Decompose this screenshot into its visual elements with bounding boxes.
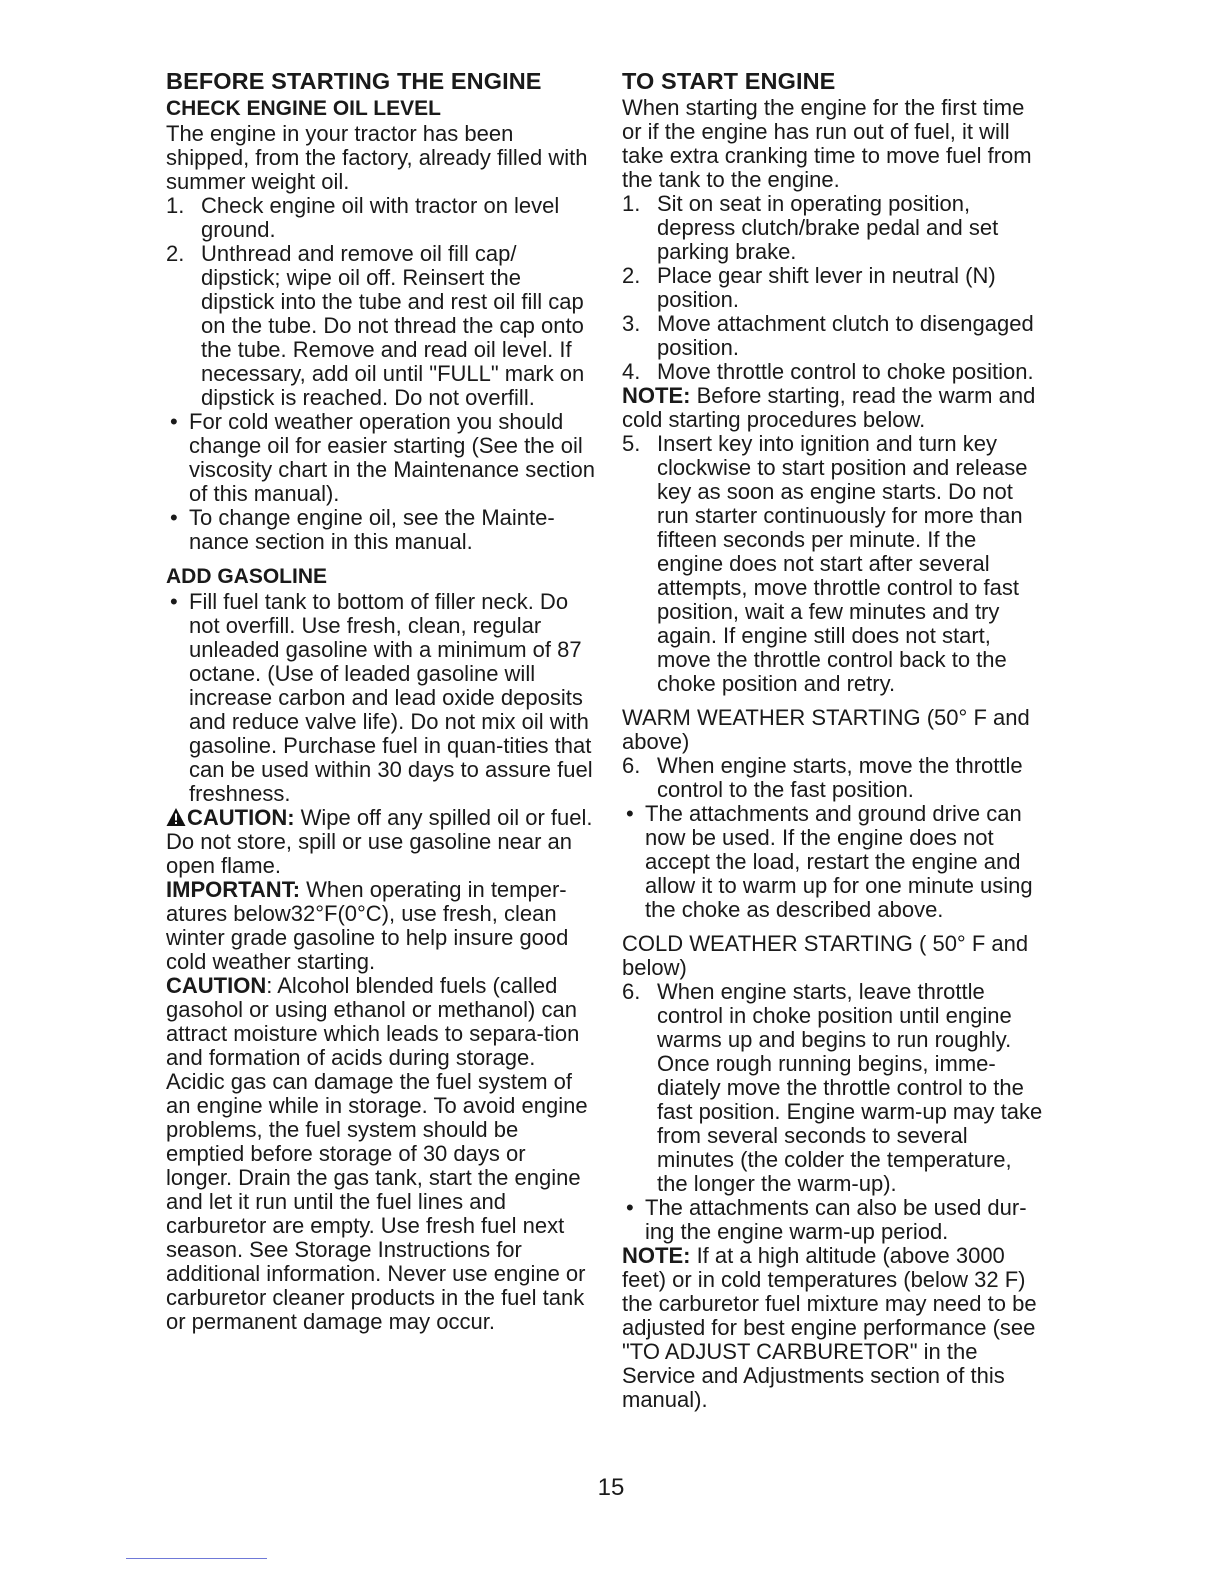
heading-check-oil: CHECK ENGINE OIL LEVEL (166, 97, 441, 120)
heading-add-gasoline: ADD GASOLINE (166, 565, 328, 588)
oil-bullet-cold-weather (166, 410, 596, 506)
cold-step-6 (622, 980, 1047, 1196)
note-text: Before starting, read the warm and cold starting procedures below. (622, 383, 1036, 432)
start-intro: When starting the engine for the first time or if the engine has run out of fuel, it will take extra cranking time to move fuel from the tank to the engine. (622, 95, 1032, 192)
bullet-icon: • (170, 505, 178, 530)
caution-label: CAUTION: (187, 805, 295, 830)
warm-step-6 (622, 754, 1047, 802)
step-number: 3. (622, 311, 641, 336)
bullet-text: To change engine oil, see the Mainte-nance section in this manual. (189, 505, 555, 554)
bullet-icon: • (626, 801, 634, 826)
start-step-4 (622, 360, 1047, 384)
step-number: 6. (622, 753, 641, 778)
cold-bullet (622, 1196, 1047, 1244)
left-column (166, 66, 596, 1334)
warm-weather-heading: WARM WEATHER STARTING (50° F and above) (622, 705, 1030, 754)
step-number: 4. (622, 359, 641, 384)
step-number: 1. (166, 193, 185, 218)
start-step-2 (622, 264, 1047, 312)
note-text: If at a high altitude (above 3000 feet) or in cold temperatures (below 32 F) the carburetor fuel mixture may need to be adjusted for best engine performance (see "TO ADJUST CARBURETOR" in the Service and Adjustments section of this manual). (622, 1243, 1037, 1412)
gas-bullet (166, 590, 596, 806)
step-text: Move throttle control to choke position. (657, 359, 1034, 384)
oil-step-1 (166, 194, 596, 242)
step-text: Insert key into ignition and turn key clockwise to start position and release key as soon as engine starts. Do not run starter continuously for more than fifteen seconds per minute. If the engine does not start after several attempts, move throttle control to fast position, wait a few minutes and try again. If engine still does not start, move the throttle control back to the choke position and retry. (657, 431, 1028, 696)
important-label: IMPORTANT: (166, 877, 301, 902)
cold-weather-heading: COLD WEATHER STARTING ( 50° F and below) (622, 931, 1029, 980)
page-number: 15 (597, 1474, 625, 1501)
bullet-text: The attachments and ground drive can now be used. If the engine does not accept the load, restart the engine and allow it to warm up for one minute using the choke as described above. (645, 801, 1033, 922)
caution-spill (166, 806, 596, 878)
step-number: 2. (622, 263, 641, 288)
step-text: Unthread and remove oil fill cap/ dipstick; wipe oil off. Reinsert the dipstick into the tube and rest oil fill cap on the tube. Do not thread the cap onto the tube. Remove and read oil level. If necessary, add oil until "FULL" mark on dipstick is reached. Do not overfill. (201, 241, 585, 410)
start-step-5 (622, 432, 1047, 696)
step-text: When engine starts, move the throttle control to the fast position. (657, 753, 1023, 802)
section-title-before-starting: BEFORE STARTING THE ENGINE (166, 68, 542, 94)
step-text: Sit on seat in operating position, depress clutch/brake pedal and set parking brake. (657, 191, 999, 264)
note-warm-cold (622, 384, 1047, 432)
caution-alcohol (166, 974, 596, 1334)
step-text: When engine starts, leave throttle control in choke position until engine warms up and begins to run roughly. Once rough running begins, imme-diately move the throttle control to the fast position. Engine warm-up may take from several seconds to several minutes (the colder the temperature, the longer the warm-up). (657, 979, 1043, 1196)
oil-bullet-change-oil (166, 506, 596, 554)
note-label: NOTE: (622, 383, 691, 408)
section-title-to-start-engine: TO START ENGINE (622, 68, 836, 94)
step-number: 1. (622, 191, 641, 216)
step-text: Move attachment clutch to disengaged position. (657, 311, 1034, 360)
caution-label: CAUTION (166, 973, 267, 998)
step-number: 5. (622, 431, 641, 456)
bullet-text: For cold weather operation you should change oil for easier starting (See the oil viscosity chart in the Maintenance section of this manual). (189, 409, 595, 506)
note-altitude (622, 1244, 1047, 1412)
start-step-1 (622, 192, 1047, 264)
warning-triangle-icon (166, 807, 186, 827)
bullet-text: The attachments can also be used dur-ing the engine warm-up period. (645, 1195, 1027, 1244)
caution-text: Wipe off any spilled oil or fuel. Do not store, spill or use gasoline near an open flame. (166, 805, 593, 878)
bullet-text: Fill fuel tank to bottom of filler neck. Do not overfill. Use fresh, clean, regular unleaded gasoline with a minimum of 87 octane. (Use of leaded gasoline will increase carbon and lead oxide deposits and reduce valve life). Do not mix oil with gasoline. Purchase fuel in quan-tities that can be used within 30 days to assure fuel freshness. (189, 589, 593, 806)
bullet-icon: • (626, 1195, 634, 1220)
step-number: 6. (622, 979, 641, 1004)
right-column (622, 66, 1047, 1412)
caution-text: : Alcohol blended fuels (called gasohol or using ethanol or methanol) can attract moisture which leads to separa-tion and formation of acids during storage. Acidic gas can damage the fuel system of an engine while in storage. To avoid engine problems, the fuel system should be emptied before storage of 30 days or longer. Drain the gas tank, start the engine and let it run until the fuel lines and carburetor are empty. Use fresh fuel next season. See Storage Instructions for additional information. Never use engine or carburetor cleaner products in the fuel tank or permanent damage may occur. (166, 973, 588, 1334)
important-note (166, 878, 596, 974)
start-step-3 (622, 312, 1047, 360)
footer-divider (126, 1558, 267, 1559)
note-label: NOTE: (622, 1243, 691, 1268)
warm-bullet (622, 802, 1047, 922)
bullet-icon: • (170, 589, 178, 614)
step-text: Check engine oil with tractor on level ground. (201, 193, 560, 242)
step-text: Place gear shift lever in neutral (N) position. (657, 263, 996, 312)
important-text: When operating in temper-atures below32°F(0°C), use fresh, clean winter grade gasoline to help insure good cold weather starting. (166, 877, 569, 974)
bullet-icon: • (170, 409, 178, 434)
oil-intro: The engine in your tractor has been shipped, from the factory, already filled with summer weight oil. (166, 121, 588, 194)
step-number: 2. (166, 241, 185, 266)
oil-step-2 (166, 242, 596, 410)
